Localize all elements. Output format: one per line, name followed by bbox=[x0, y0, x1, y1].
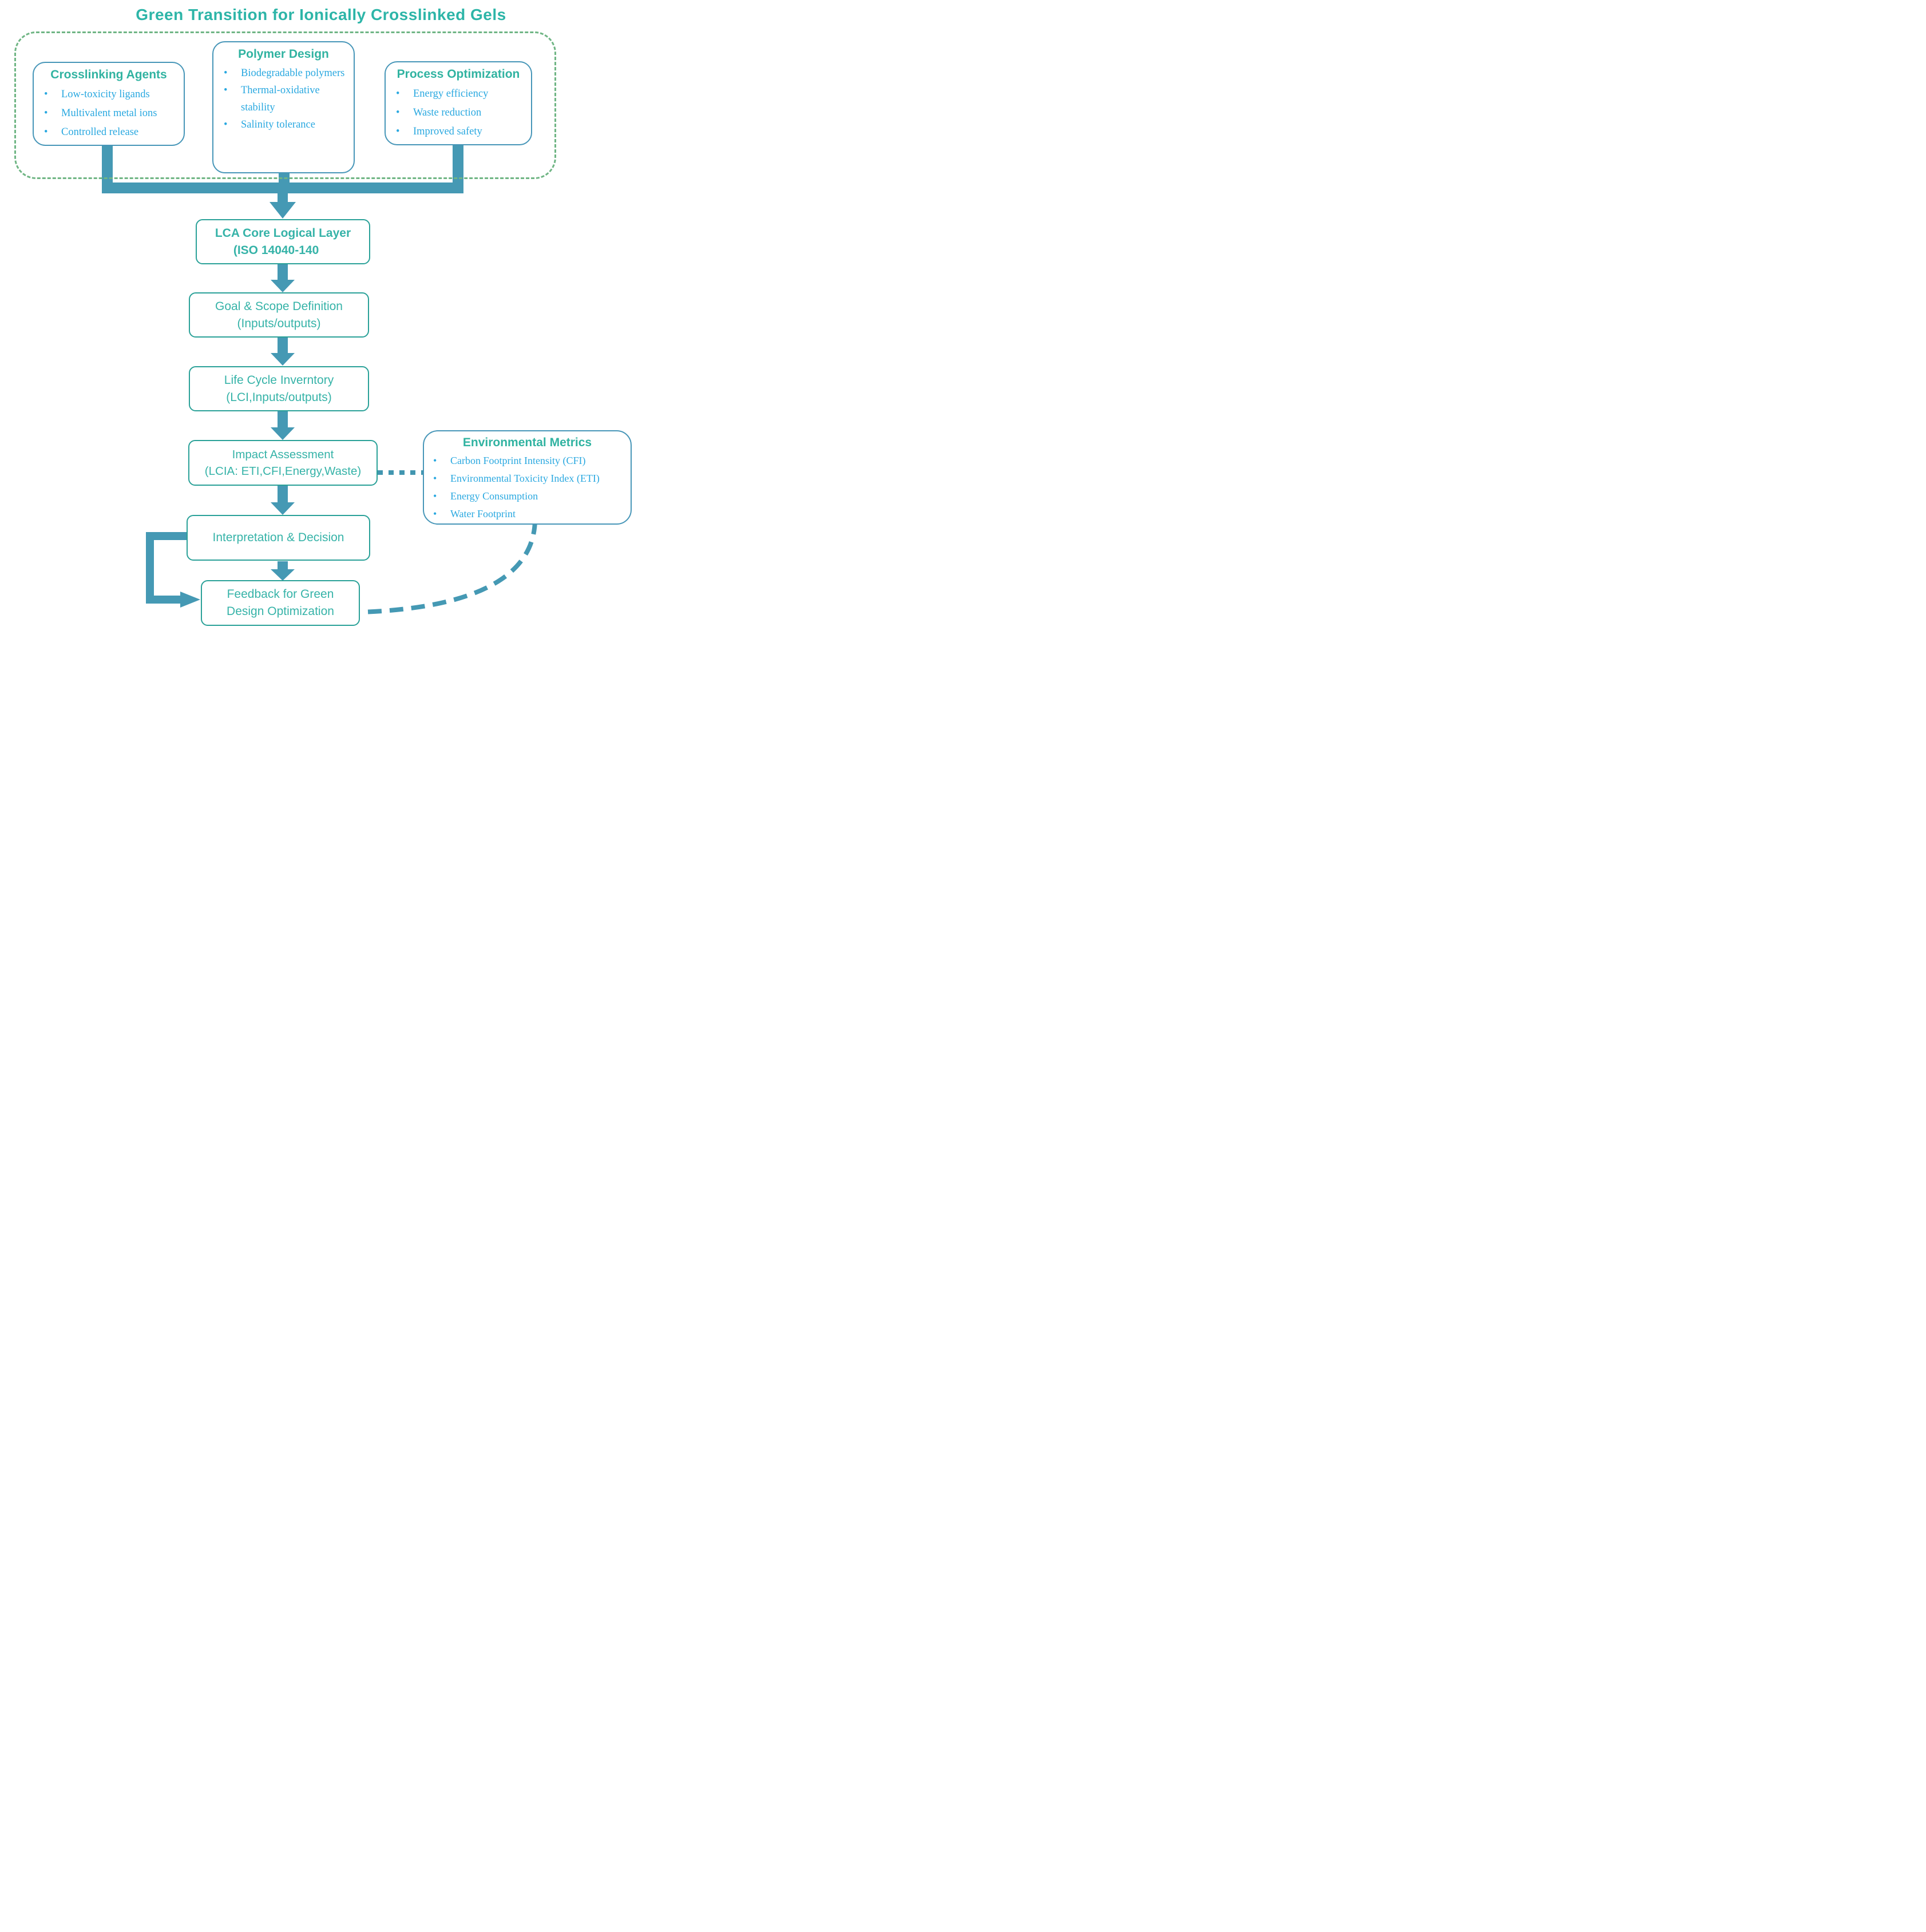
environmental-metrics-box bbox=[423, 430, 632, 525]
bullet-item bbox=[394, 85, 526, 104]
lci-line2: (LCI,Inputs/outputs) bbox=[226, 390, 332, 404]
lca-line2: (ISO 14040-140 bbox=[233, 243, 319, 257]
bullet-text: Salinity tolerance bbox=[241, 119, 315, 130]
bullet-item bbox=[221, 65, 349, 82]
bullet-text: Improved safety bbox=[413, 126, 482, 137]
goal-scope-definition-box bbox=[189, 292, 369, 338]
process-optimization-heading: Process Optimization bbox=[397, 68, 520, 81]
loop-arrow-head-icon bbox=[180, 592, 200, 608]
bullet-text: Thermal-oxidative stability bbox=[241, 85, 320, 113]
dashed-curve-path bbox=[360, 521, 535, 612]
impact-assessment-box bbox=[188, 440, 378, 486]
bullet-dot-icon: • bbox=[433, 490, 437, 502]
arrow-lci-to-impact-head-icon bbox=[271, 427, 295, 440]
arrow-lca-to-goal-head-icon bbox=[271, 280, 295, 292]
arrow-impact-to-interpretation-shaft bbox=[278, 486, 288, 502]
bullet-dot-icon: • bbox=[396, 107, 400, 118]
bullet-text: Biodegradable polymers bbox=[241, 68, 345, 79]
process-optimization-bullet-list bbox=[386, 85, 531, 144]
bullet-dot-icon: • bbox=[44, 89, 48, 100]
bullet-dot-icon: • bbox=[44, 126, 48, 138]
bullet-text: Waste reduction bbox=[413, 107, 482, 118]
bullet-dot-icon: • bbox=[224, 68, 228, 79]
bullet-dot-icon: • bbox=[433, 508, 437, 519]
goal-line2: (Inputs/outputs) bbox=[237, 316, 321, 330]
arrow-lci-to-impact-shaft bbox=[278, 411, 288, 427]
bullet-item bbox=[431, 470, 627, 487]
impact-line2: (LCIA: ETI,CFI,Energy,Waste) bbox=[204, 465, 362, 478]
bullet-dot-icon: • bbox=[224, 85, 228, 96]
bullet-dot-icon: • bbox=[433, 455, 437, 466]
bullet-item bbox=[42, 123, 179, 142]
process-optimization-box bbox=[385, 61, 532, 145]
bullet-dot-icon: • bbox=[224, 119, 228, 130]
bullet-text: Carbon Footprint Intensity (CFI) bbox=[450, 455, 586, 466]
lca-core-logical-layer-box bbox=[196, 219, 370, 264]
bullet-item bbox=[42, 104, 179, 123]
bullet-item bbox=[394, 122, 526, 141]
arrow-impact-to-interpretation-head-icon bbox=[271, 502, 295, 515]
crosslinking-agents-bullet-list bbox=[34, 85, 184, 144]
diagram-page bbox=[0, 0, 642, 644]
bullet-item bbox=[394, 104, 526, 122]
big-arrow-head-icon bbox=[270, 202, 296, 219]
bullet-item bbox=[431, 452, 627, 470]
bullet-text: Water Footprint bbox=[450, 508, 516, 519]
bullet-dot-icon: • bbox=[44, 108, 48, 119]
bullet-item bbox=[431, 487, 627, 505]
dotted-link-impact-metrics bbox=[378, 470, 423, 475]
bullet-text: Energy efficiency bbox=[413, 88, 489, 100]
polymer-design-heading: Polymer Design bbox=[238, 47, 329, 61]
lca-line1: LCA Core Logical Layer bbox=[215, 226, 351, 240]
arrow-lca-to-goal-shaft bbox=[278, 264, 288, 280]
loop-arrow-vertical-segment bbox=[146, 532, 154, 604]
impact-line1: Impact Assessment bbox=[232, 447, 334, 461]
bullet-dot-icon: • bbox=[396, 126, 400, 137]
bullet-dot-icon: • bbox=[433, 473, 437, 484]
bullet-text: Controlled release bbox=[61, 126, 139, 138]
arrow-interpretation-to-feedback-head-icon bbox=[271, 569, 295, 581]
bullet-item bbox=[221, 82, 349, 116]
goal-line1: Goal & Scope Definition bbox=[215, 299, 343, 313]
feedback-line1: Feedback for Green bbox=[227, 588, 334, 601]
feedback-line2: Design Optimization bbox=[227, 605, 334, 618]
environmental-metrics-bullet-list bbox=[424, 452, 631, 524]
crosslinking-agents-heading: Crosslinking Agents bbox=[50, 68, 167, 81]
connector-horizontal-bar bbox=[102, 183, 463, 193]
diagram-title: Green Transition for Ionically Crosslinked Gels bbox=[136, 6, 506, 23]
bullet-text: Environmental Toxicity Index (ETI) bbox=[450, 473, 600, 484]
crosslinking-agents-box bbox=[33, 62, 185, 146]
big-arrow-shaft bbox=[278, 193, 288, 203]
polymer-design-bullet-list bbox=[213, 65, 354, 136]
bullet-text: Energy Consumption bbox=[450, 490, 538, 502]
environmental-metrics-heading: Environmental Metrics bbox=[462, 436, 592, 449]
feedback-green-design-box bbox=[201, 580, 360, 626]
interpretation-decision-box bbox=[187, 515, 370, 561]
bullet-item bbox=[221, 116, 349, 133]
lci-line1: Life Cycle Inverntory bbox=[224, 373, 334, 387]
arrow-goal-to-lci-head-icon bbox=[271, 353, 295, 366]
bullet-text: Multivalent metal ions bbox=[61, 108, 157, 119]
polymer-design-box bbox=[212, 41, 355, 173]
life-cycle-inventory-box bbox=[189, 366, 369, 411]
bullet-item bbox=[42, 85, 179, 104]
dashed-curve-metrics-to-feedback bbox=[343, 515, 641, 629]
bullet-text: Low-toxicity ligands bbox=[61, 89, 150, 100]
bullet-dot-icon: • bbox=[396, 88, 400, 100]
loop-arrow-bottom-segment bbox=[146, 596, 180, 604]
interpretation-line1: Interpretation & Decision bbox=[212, 531, 344, 545]
bullet-item bbox=[431, 505, 627, 523]
arrow-goal-to-lci-shaft bbox=[278, 338, 288, 353]
arrow-interpretation-to-feedback-shaft bbox=[278, 561, 288, 569]
